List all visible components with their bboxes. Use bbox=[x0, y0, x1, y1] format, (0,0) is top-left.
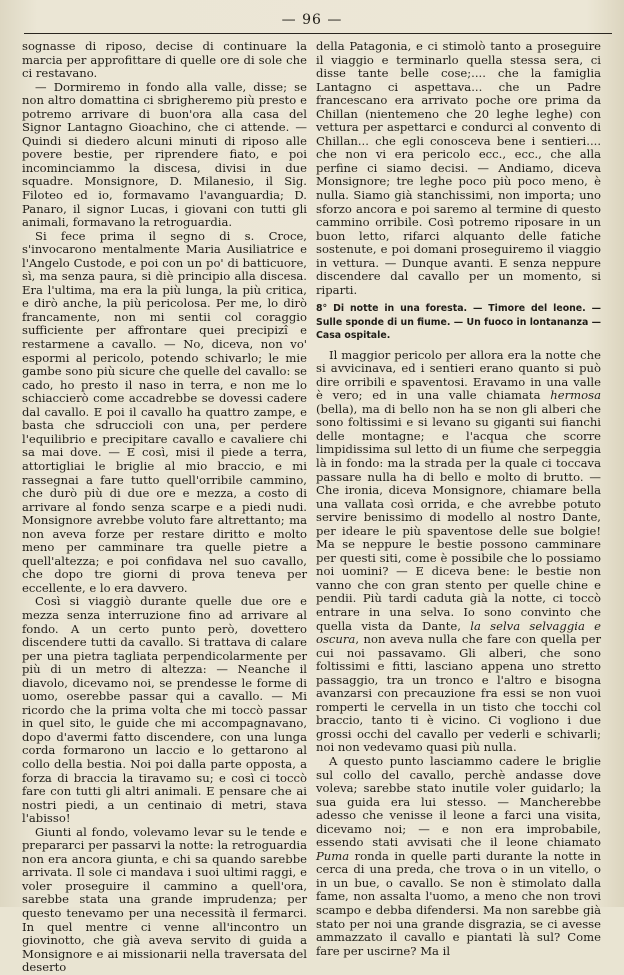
paragraph bbox=[316, 349, 601, 755]
text-run: A questo punto lasciammo cadere le briglie sul collo del cavallo, perchè andasse dove voleva; sarebbe stato inutile voler guidarlo; la sua guida era lui stesso. — Mancherebbe adesso che venisse il leone a farci una visita, dicevamo noi; — e non era improbabile, essendo stati avvisati che il leone chiamato bbox=[316, 754, 601, 850]
paragraph bbox=[316, 755, 601, 958]
section-title: Di notte in una foresta. — Timore del leone. — Sulle sponde di un fiume. — Un fuoco in lontananza — Casa ospitale. bbox=[316, 303, 601, 342]
paragraph: Giunti al fondo, volevamo levar su le tende e prepararci per passarvi la notte: la retroguardia non era ancora giunta, e chi sa quando sarebbe arrivata. Il sole ci mandava i suoi ultimi raggi, e voler proseguire il cammino a quell'ora, sarebbe stata una grande imprudenza; per questo tenevamo per una necessità il fermarci. In quel mentre ci venne all'incontro un giovinotto, che già aveva servito di guida a Monsignore e ai missionarii nella traversata del deserto bbox=[22, 824, 307, 975]
paragraph: Così si viaggiò durante quelle due ore e mezza senza interruzione fino ad arrivare al fondo. A un certo punto però, dovettero discendere tutti da cavallo. Si trattava di calare per una pietra tagliata perpendicolarmente per più di un metro di altezza: — Neanche il diavolo, dicevamo noi, se prendesse le forme di uomo, oserebbe passar qui a cavallo. — Mi ricordo che la prima volta che mi toccò passar in quel sito, le guide che mi accompagnavano, dopo d'avermi fatto discendere, con una lunga corda formarono un laccio e lo gettarono al collo della bestia. Noi poi dalla parte opposta, a forza di braccia la tiravamo su; e così ci toccò fare con tutti gli altri animali. E pensare che ai nostri piedi, a un centinaio di metri, stava l'abisso! bbox=[22, 594, 307, 826]
left-column bbox=[22, 39, 307, 975]
text-run: ronda in quelle parti durante la notte in cerca di una preda, che trova o in un vitello, o in un bue, o cavallo. Se non è stimolato dalla fame, non assalta l'uomo, a meno che non trovi scampo e debba difendersi. Ma non sarebbe già stato per noi una grande disgrazia, se ci avesse ammazzato il cavallo e piantati là sul? Come fare per uscirne? Ma il bbox=[316, 848, 601, 958]
text-run: , non aveva nulla che fare con quella per cui noi passavamo. Gli alberi, che sono foltissimi e fitti, lasciano appena uno stretto passaggio, tra un tronco e l'altro e bisogna avanzarsi con precauzione fra essi se non vuoi romperti le cervella in un tisto che tocchi col braccio, tanto ti è vicino. Ci vogliono i due grossi occhi del cavallo per vederli e schivarli; noi non vedevamo quasi più nulla. bbox=[316, 632, 601, 755]
page-number: — 96 — bbox=[281, 12, 343, 28]
text-run: (bella), ma di bello non ha se non gli alberi che sono foltissimi e si levano su giganti sui fianchi delle montagne; e l'acqua che scorre limpidissima sul letto di un fiume che serpeggia là in fondo: ma la strada per la quale ci toccava passare nulla ha di bello e molto di brutto. — Che ironia, diceva Monsignore, chiamare bella una vallata così orrida, e che avrebbe potuto servire benissimo di modello al nostro Dante, per ideare le più spaventose delle sue bolgie! Ma se neppure le bestie possono camminare per questi siti, come è possibile che lo possiamo noi uomini? — E diceva bene: le bestie non vanno che con gran stento per quelle chine e pendii. Più tardi caduta già la notte, ci toccò entrare in una selva. Io sono convinto che quella vista da Dante, bbox=[316, 401, 601, 633]
right-column bbox=[316, 39, 602, 958]
section-number: 8° bbox=[316, 303, 328, 315]
paragraph: — Dormiremo in fondo alla valle, disse; se non altro domattina ci sbrigheremo più presto e potremo arrivare di buon'ora alla casa del Signor Lantagno Gioachino, che ci attende. — Quindi si diedero alcuni minuti di riposo alle povere bestie, per riprendere fiato, e poi incominciammo la discesa, divisi in due squadre. Monsignore, D. Milanesio, il Sig. Filoteo ed io, formavamo l'avanguardia; D. Panaro, il signor Lucas, i giovani con tutti gli animali, formavano la retroguardia. bbox=[22, 79, 307, 230]
paragraph: della Patagonia, e ci stimolò tanto a proseguire il viaggio e terminarlo quella stessa sera, ci disse tante belle cose;.... che la famiglia Lantagno ci aspettava... che un Padre francescano era arrivato poche ore prima da Chillan (nientemeno che 20 leghe leghe) con vettura per aspettarci e condurci al convento di Chillan... che egli conosceva bene i sentieri.... che non vi era pericolo ecc., ecc., che alla perfine ci siamo decisi. — Andiamo, diceva Monsignore; tre leghe poco più poco meno, è nulla. Siamo già stanchissimi, non importa; uno sforzo ancora e poi saremo al termine di questo cammino orribile. Così potremo riposare in un buon letto, rifarci alquanto delle fatiche sostenute, e poi domani proseguiremo il viaggio in vettura. — Dunque avanti. E senza neppure discendere dal cavallo per un momento, si riparti. bbox=[316, 39, 601, 297]
text-run: Il maggior pericolo per allora era la notte che si avvicinava, ed i sentieri erano quanto si può dire orribili e spaventosi. Eravamo in una valle è vero; ed in una valle chiamata bbox=[316, 347, 601, 403]
paragraph: sognasse di riposo, decise di continuare la marcia per approfittare di quelle ore di sole che ci restavano. bbox=[22, 39, 307, 81]
header-rule bbox=[24, 33, 612, 34]
section-heading bbox=[316, 302, 601, 342]
italic-text: Puma bbox=[316, 848, 350, 863]
italic-text: hermosa bbox=[550, 388, 601, 403]
paragraph: Si fece prima il segno di s. Croce, s'invocarono mentalmente Maria Ausiliatrice e l'Angelo Custode, e poi con un po' di batticuore, sì, ma senza paura, si diè principio alla discesa. Era l'ultima, ma era la più lunga, la più critica, e dirò anche, la più pericolosa. Per me, lo dirò francamente, non mi sentii col coraggio sufficiente per affrontare quei precipizî e restarmene a cavallo. — No, diceva, non vo' espormi al pericolo, potendo schivarlo; le mie gambe sono più sicure che quelle del cavallo: se cado, ho presto il naso in terra, e non me lo schiaccierò come accadrebbe se dovessi cadere dal cavallo. E poi il cavallo ha quattro zampe, e basta che sdruccioli con una, per perdere l'equilibrio e precipitare cavallo e cavaliere chi sa mai dove. — E così, misi il piede a terra, attortigliai le briglie al mio braccio, e mi rassegnai a fare tutto quell'orribile cammino, che durò più di due ore e mezza, a costo di arrivare al fondo senza scarpe e a piedi nudi. Monsignore avrebbe voluto fare altrettanto; ma non aveva forze per restare diritto e molto meno per camminare tra quelle pietre a quell'altezza; e poi confidava nel suo cavallo, che dopo tre giorni di prova teneva per eccellente, e lo era davvero. bbox=[22, 228, 307, 595]
italic-text: la selva selvaggia e oscura bbox=[316, 618, 602, 647]
